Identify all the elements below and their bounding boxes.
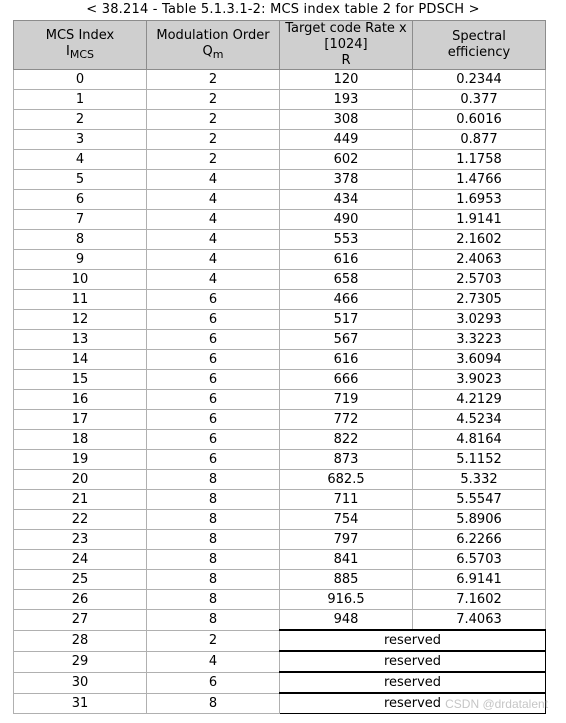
cell-spectral-efficiency: 3.6094 [413,350,546,370]
cell-mcs-index: 14 [14,350,147,370]
table-row [14,350,546,370]
table-row [14,290,546,310]
cell-spectral-efficiency: 2.5703 [413,270,546,290]
cell-spectral-efficiency: 6.9141 [413,570,546,590]
cell-modulation-order: 6 [147,450,280,470]
cell-modulation-order: 4 [147,270,280,290]
cell-spectral-efficiency: 6.5703 [413,550,546,570]
table-row [14,410,546,430]
cell-mcs-index: 4 [14,150,147,170]
table-row-reserved [14,672,546,693]
table-row [14,310,546,330]
cell-target-code-rate: 682.5 [280,470,413,490]
table-row-reserved [14,630,546,651]
table-row [14,390,546,410]
header-modulation-order: Modulation Order $Q_m$ [147,21,280,70]
cell-modulation-order: 2 [147,150,280,170]
cell-mcs-index: 21 [14,490,147,510]
cell-target-code-rate: 490 [280,210,413,230]
cell-spectral-efficiency: 1.1758 [413,150,546,170]
cell-target-code-rate: 948 [280,610,413,631]
cell-modulation-order: 6 [147,290,280,310]
cell-target-code-rate: 885 [280,570,413,590]
header-target-code-rate: Target code Rate x [1024] R [280,21,413,70]
table-row [14,570,546,590]
table-row [14,330,546,350]
cell-target-code-rate: 754 [280,510,413,530]
cell-spectral-efficiency: 5.1152 [413,450,546,470]
cell-target-code-rate: 449 [280,130,413,150]
cell-modulation-order: 4 [147,210,280,230]
table-caption: < 38.214 - Table 5.1.3.1-2: MCS index table 2 for PDSCH > [86,2,480,17]
cell-spectral-efficiency: 1.4766 [413,170,546,190]
table-row [14,90,546,110]
cell-modulation-order: 6 [147,390,280,410]
cell-mcs-index: 19 [14,450,147,470]
cell-spectral-efficiency: 4.5234 [413,410,546,430]
cell-modulation-order: 4 [147,651,280,672]
table-row [14,530,546,550]
cell-modulation-order: 6 [147,410,280,430]
cell-mcs-index: 10 [14,270,147,290]
cell-target-code-rate: 822 [280,430,413,450]
table-row [14,270,546,290]
cell-spectral-efficiency: 0.6016 [413,110,546,130]
cell-mcs-index: 29 [14,651,147,672]
cell-target-code-rate: 553 [280,230,413,250]
cell-mcs-index: 9 [14,250,147,270]
cell-modulation-order: 6 [147,430,280,450]
cell-mcs-index: 27 [14,610,147,631]
cell-modulation-order: 8 [147,490,280,510]
cell-mcs-index: 8 [14,230,147,250]
cell-mcs-index: 16 [14,390,147,410]
cell-spectral-efficiency: 5.5547 [413,490,546,510]
cell-modulation-order: 2 [147,110,280,130]
cell-modulation-order: 6 [147,350,280,370]
cell-mcs-index: 23 [14,530,147,550]
cell-modulation-order: 4 [147,250,280,270]
cell-mcs-index: 0 [14,70,147,90]
table-row [14,470,546,490]
cell-mcs-index: 28 [14,630,147,651]
cell-mcs-index: 12 [14,310,147,330]
cell-modulation-order: 8 [147,693,280,714]
cell-modulation-order: 2 [147,130,280,150]
cell-spectral-efficiency: 3.0293 [413,310,546,330]
cell-spectral-efficiency: 0.877 [413,130,546,150]
cell-mcs-index: 22 [14,510,147,530]
cell-modulation-order: 8 [147,610,280,631]
cell-modulation-order: 6 [147,330,280,350]
cell-target-code-rate: 711 [280,490,413,510]
cell-target-code-rate: 602 [280,150,413,170]
table-row [14,150,546,170]
cell-target-code-rate: 308 [280,110,413,130]
table-row-reserved [14,651,546,672]
table-row [14,190,546,210]
cell-mcs-index: 20 [14,470,147,490]
mcs-index-table [13,20,546,714]
header-row [14,21,546,70]
cell-mcs-index: 26 [14,590,147,610]
cell-spectral-efficiency: 6.2266 [413,530,546,550]
cell-spectral-efficiency: 3.3223 [413,330,546,350]
cell-spectral-efficiency: 7.4063 [413,610,546,631]
cell-reserved: reserved [280,693,546,714]
table-row [14,210,546,230]
cell-target-code-rate: 719 [280,390,413,410]
cell-modulation-order: 2 [147,90,280,110]
cell-mcs-index: 15 [14,370,147,390]
cell-target-code-rate: 434 [280,190,413,210]
cell-modulation-order: 2 [147,630,280,651]
cell-modulation-order: 8 [147,470,280,490]
cell-mcs-index: 25 [14,570,147,590]
cell-mcs-index: 7 [14,210,147,230]
cell-spectral-efficiency: 7.1602 [413,590,546,610]
cell-mcs-index: 6 [14,190,147,210]
cell-target-code-rate: 658 [280,270,413,290]
cell-spectral-efficiency: 5.8906 [413,510,546,530]
table-row [14,250,546,270]
cell-spectral-efficiency: 2.4063 [413,250,546,270]
cell-mcs-index: 24 [14,550,147,570]
cell-spectral-efficiency: 5.332 [413,470,546,490]
cell-target-code-rate: 616 [280,350,413,370]
cell-modulation-order: 8 [147,510,280,530]
cell-reserved: reserved [280,672,546,693]
cell-modulation-order: 4 [147,230,280,250]
cell-spectral-efficiency: 4.8164 [413,430,546,450]
cell-modulation-order: 6 [147,672,280,693]
cell-spectral-efficiency: 2.1602 [413,230,546,250]
cell-target-code-rate: 120 [280,70,413,90]
cell-target-code-rate: 616 [280,250,413,270]
cell-target-code-rate: 567 [280,330,413,350]
cell-target-code-rate: 378 [280,170,413,190]
cell-mcs-index: 30 [14,672,147,693]
cell-spectral-efficiency: 2.7305 [413,290,546,310]
table-row [14,550,546,570]
table-row [14,610,546,631]
cell-modulation-order: 8 [147,570,280,590]
cell-modulation-order: 6 [147,310,280,330]
cell-mcs-index: 17 [14,410,147,430]
cell-mcs-index: 13 [14,330,147,350]
cell-modulation-order: 6 [147,370,280,390]
watermark: CSDN @drdatalent [445,697,548,711]
header-mcs-index: MCS Index $I_{MCS}$ [14,21,147,70]
cell-modulation-order: 8 [147,590,280,610]
table-row [14,510,546,530]
cell-modulation-order: 8 [147,550,280,570]
cell-spectral-efficiency: 0.377 [413,90,546,110]
table-row [14,70,546,90]
cell-mcs-index: 1 [14,90,147,110]
cell-reserved: reserved [280,630,546,651]
table-row [14,230,546,250]
table-row [14,110,546,130]
cell-mcs-index: 11 [14,290,147,310]
cell-spectral-efficiency: 3.9023 [413,370,546,390]
cell-modulation-order: 8 [147,530,280,550]
header-spectral-efficiency: Spectral efficiency [413,21,546,70]
cell-target-code-rate: 916.5 [280,590,413,610]
cell-target-code-rate: 841 [280,550,413,570]
table-row [14,450,546,470]
table-row [14,430,546,450]
cell-spectral-efficiency: 0.2344 [413,70,546,90]
cell-mcs-index: 31 [14,693,147,714]
cell-target-code-rate: 772 [280,410,413,430]
table-row [14,370,546,390]
cell-spectral-efficiency: 1.6953 [413,190,546,210]
table-row [14,490,546,510]
cell-reserved: reserved [280,651,546,672]
cell-target-code-rate: 666 [280,370,413,390]
cell-modulation-order: 4 [147,170,280,190]
cell-target-code-rate: 873 [280,450,413,470]
cell-target-code-rate: 517 [280,310,413,330]
cell-spectral-efficiency: 4.2129 [413,390,546,410]
cell-target-code-rate: 466 [280,290,413,310]
cell-spectral-efficiency: 1.9141 [413,210,546,230]
table-row [14,130,546,150]
table-row [14,170,546,190]
cell-target-code-rate: 797 [280,530,413,550]
cell-target-code-rate: 193 [280,90,413,110]
cell-modulation-order: 4 [147,190,280,210]
table-row [14,590,546,610]
cell-mcs-index: 3 [14,130,147,150]
cell-mcs-index: 5 [14,170,147,190]
cell-mcs-index: 18 [14,430,147,450]
cell-mcs-index: 2 [14,110,147,130]
cell-modulation-order: 2 [147,70,280,90]
